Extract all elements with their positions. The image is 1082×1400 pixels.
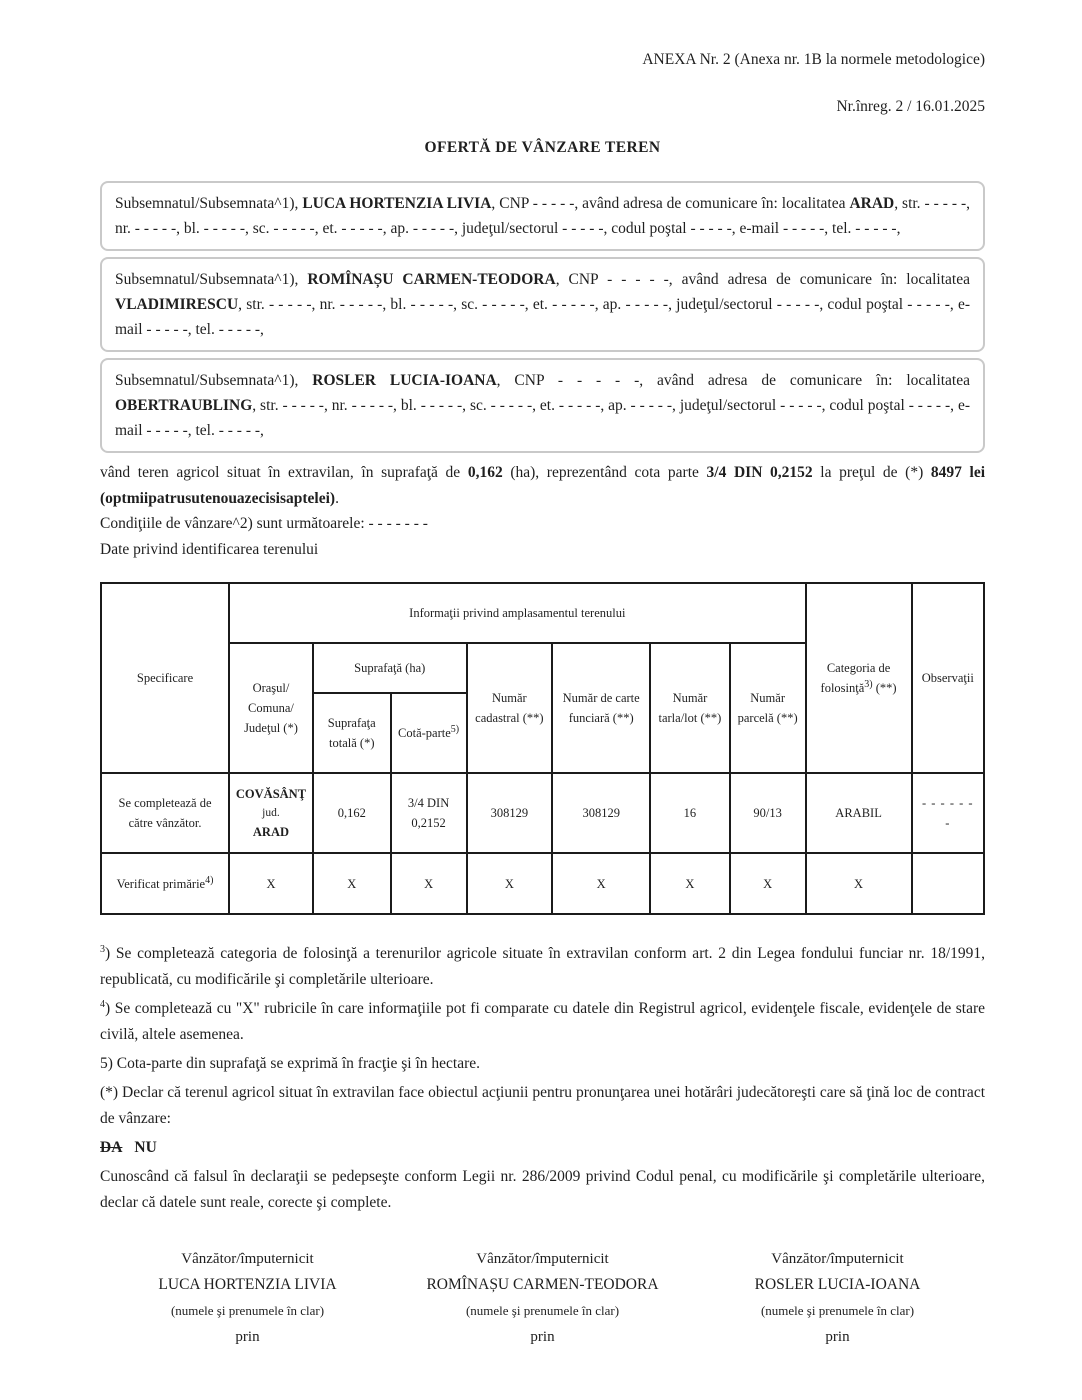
- signature-note: (numele şi prenumele în clar): [465, 1303, 620, 1318]
- signature-column-1: [100, 1246, 395, 1350]
- party-intro: Subsemnatul/Subsemnata^1),: [115, 271, 308, 288]
- sale-text: la preţul de (*): [812, 464, 931, 481]
- col-header-categoria: [806, 583, 912, 773]
- cell-check: X: [313, 853, 391, 914]
- signature-name: ROMÎNAȘU CARMEN-TEODORA: [426, 1276, 659, 1293]
- categoria-superscript: 3): [864, 678, 873, 690]
- party-mid: , CNP - - - - -, având adresa de comunicare în: localitatea: [491, 195, 850, 212]
- footnote-4-text: ) Se completează cu "X" rubricile în care informaţiile pot fi comparate cu datele din Registrul agricol, evidenţele fiscale, evidenţele de stare civilă, altele asemenea.: [100, 1000, 985, 1043]
- categoria-suffix: (**): [872, 681, 897, 695]
- city-jud-label: jud.: [262, 806, 280, 819]
- footnote-3-superscript: 3: [100, 943, 105, 955]
- party-name: ROSLER LUCIA-IOANA: [312, 372, 497, 389]
- party-locality: VLADIMIRESCU: [115, 296, 239, 313]
- cell-check: X: [229, 853, 313, 914]
- row-label-seller: Se completează de către vânzător.: [101, 773, 229, 853]
- penal-declaration: Cunoscând că falsul în declaraţii se pedepseşte conform Legii nr. 286/2009 privind Codul penal, cu modificările şi completările ulterioare, declar că datele sunt reale, corecte şi complete.: [100, 1168, 985, 1211]
- signature-block: [100, 1246, 985, 1350]
- sale-text: vând teren agricol situat în extravilan, în suprafaţă de: [100, 464, 468, 481]
- party-rest: , str. - - - - -, nr. - - - - -, bl. - - - - -, sc. - - - - -, et. - - - - -, ap. - - - - -, judeţul/sectorul - - - - -, codul poştal - - - - -, e-mail - - - - -, tel. - - - - -,: [115, 195, 970, 237]
- footnote-4-superscript: 4: [100, 998, 105, 1010]
- signature-note: (numele şi prenumele în clar): [170, 1303, 325, 1318]
- row-label-verificat: [101, 853, 229, 914]
- nu-label: NU: [134, 1139, 157, 1156]
- verificat-label: Verificat primărie: [116, 876, 206, 891]
- cell-tarla-lot: 16: [650, 773, 729, 853]
- party-intro: Subsemnatul/Subsemnata^1),: [115, 372, 313, 389]
- footnote-5: 5) Cota-parte din suprafaţă se exprimă în fracţie şi în hectare.: [100, 1055, 481, 1072]
- col-header-oras-comuna-judet: Oraşul/ Comuna/ Judeţul (*): [229, 643, 313, 773]
- signature-name: LUCA HORTENZIA LIVIA: [158, 1276, 337, 1293]
- col-header-tarla-lot: Număr tarla/lot (**): [650, 643, 729, 773]
- registration-line: Nr.înreg. 2 / 16.01.2025: [836, 98, 985, 115]
- signature-prin: prin: [235, 1329, 260, 1345]
- cota-label: Cotă-parte: [398, 726, 451, 740]
- col-header-numar-cadastral: Număr cadastral (**): [467, 643, 553, 773]
- signature-column-2: [395, 1246, 690, 1350]
- signature-prin: prin: [825, 1329, 850, 1345]
- col-header-specificare: Specificare: [101, 583, 229, 773]
- party-rest: , str. - - - - -, nr. - - - - -, bl. - - - - -, sc. - - - - -, et. - - - - -, ap. - - - - -, judeţul/sectorul - - - - -, codul poştal - - - - -, e-mail - - - - -, tel. - - - - -,: [115, 397, 970, 439]
- county-name: ARAD: [252, 825, 290, 840]
- cell-check: X: [650, 853, 729, 914]
- sale-text: .: [335, 489, 339, 507]
- cell-numar-cadastral: 308129: [467, 773, 553, 853]
- footnote-4: [100, 996, 985, 1048]
- land-data-heading: Date privind identificarea terenului: [100, 541, 319, 558]
- cell-city: [229, 773, 313, 853]
- sale-text: (ha), reprezentând cota parte: [502, 464, 707, 481]
- party-locality: OBERTRAUBLING: [115, 397, 253, 414]
- signature-role: Vânzător/împuternicit: [181, 1251, 314, 1267]
- footnotes-section: [100, 941, 985, 1216]
- verificat-superscript: 4): [205, 874, 214, 886]
- cell-check: X: [730, 853, 806, 914]
- col-header-info-amplasament: Informaţii privind amplasamentul terenului: [229, 583, 806, 643]
- signature-name: ROSLER LUCIA-IOANA: [754, 1276, 921, 1293]
- party-box-3: [100, 358, 985, 453]
- footnote-star: (*) Declar că terenul agricol situat în extravilan face obiectul acţiunii pentru pronunţarea unei hotărâri judecătoreşti care să ţină loc de contract de vânzare:: [100, 1084, 985, 1127]
- city-name: COVĂSÂNŢ: [235, 786, 307, 801]
- party-name: ROMÎNAȘU CARMEN-TEODORA: [307, 271, 556, 288]
- party-locality: ARAD: [849, 195, 895, 212]
- party-box-2: [100, 257, 985, 352]
- party-mid: , CNP - - - - -, având adresa de comunicare în: localitatea: [555, 271, 970, 288]
- cell-categoria: ARABIL: [806, 773, 912, 853]
- da-label-struck: DA: [100, 1139, 123, 1156]
- signature-prin: prin: [530, 1329, 555, 1345]
- da-nu-line: [100, 1135, 985, 1161]
- annex-line: ANEXA Nr. 2 (Anexa nr. 1B la normele metodologice): [642, 51, 985, 68]
- party-name: LUCA HORTENZIA LIVIA: [302, 195, 492, 212]
- categoria-label: Categoria de folosinţă: [820, 661, 891, 695]
- signature-role: Vânzător/împuternicit: [476, 1251, 609, 1267]
- sale-share-value: 3/4 DIN 0,2152: [706, 464, 813, 481]
- land-table: [100, 582, 985, 915]
- party-intro: Subsemnatul/Subsemnata^1),: [115, 195, 303, 212]
- footnote-3-text: ) Se completează categoria de folosinţă a terenurilor agricole situate în extravilan conform art. 2 din Legea fondului funciar nr. 18/1991, republicată, cu modificările şi completările ulterioare.: [100, 945, 985, 988]
- cell-check: X: [552, 853, 650, 914]
- cell-check: X: [806, 853, 912, 914]
- page-title: OFERTĂ DE VÂNZARE TEREN: [424, 139, 661, 156]
- col-header-carte-funciara: Număr de carte funciară (**): [552, 643, 650, 773]
- col-header-suprafata-ha: Suprafaţă (ha): [313, 643, 467, 693]
- cell-carte-funciara: 308129: [552, 773, 650, 853]
- signature-note: (numele şi prenumele în clar): [760, 1303, 915, 1318]
- cell-observatii: - - - - - - -: [912, 773, 984, 853]
- party-rest: , str. - - - - -, nr. - - - - -, bl. - - - - -, sc. - - - - -, et. - - - - -, ap. - - - - -, judeţul/sectorul - - - - -, codul poştal - - - - -, e-mail - - - - -, tel. - - - - -,: [115, 296, 970, 338]
- conditions-line: Condiţiile de vânzare^2) sunt următoarele: - - - - - - -: [100, 515, 428, 532]
- cell-check: X: [467, 853, 553, 914]
- signature-column-3: [690, 1246, 985, 1350]
- party-box-1: [100, 181, 985, 251]
- sale-area-value: 0,162: [467, 464, 503, 481]
- cell-check: X: [391, 853, 467, 914]
- party-mid: , CNP - - - - -, având adresa de comunicare în: localitatea: [496, 372, 970, 389]
- col-header-suprafata-totala: Suprafaţa totală (*): [313, 693, 391, 773]
- cell-observatii-empty: [912, 853, 984, 914]
- sale-paragraph: [100, 460, 985, 511]
- cell-suprafata-totala: 0,162: [313, 773, 391, 853]
- cell-cota-parte: 3/4 DIN 0,2152: [391, 773, 467, 853]
- signature-role: Vânzător/împuternicit: [771, 1251, 904, 1267]
- col-header-cota-parte: [391, 693, 467, 773]
- footnote-3: [100, 941, 985, 993]
- cell-parcela: 90/13: [730, 773, 806, 853]
- sale-price-value: 8497 lei (optmiipatrusutenouazecisisaptelei): [100, 464, 986, 507]
- col-header-parcela: Număr parcelă (**): [730, 643, 806, 773]
- cota-superscript: 5): [450, 723, 460, 735]
- col-header-observatii: Observaţii: [912, 583, 984, 773]
